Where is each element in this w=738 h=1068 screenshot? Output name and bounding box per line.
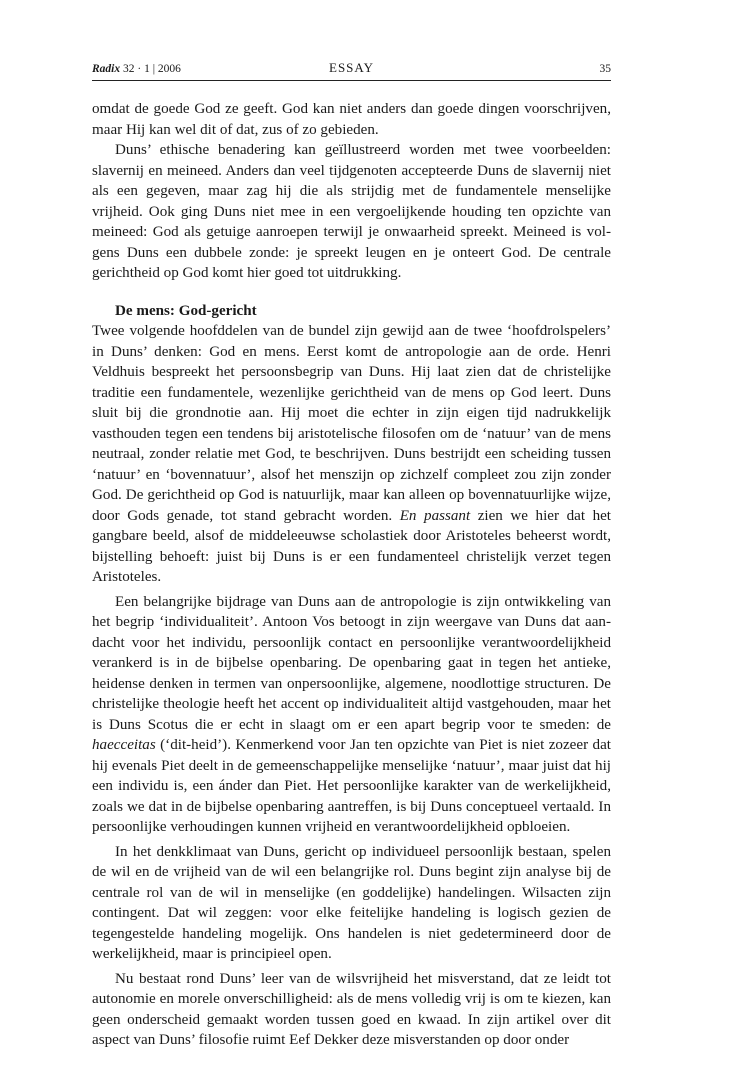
- running-header: [92, 60, 611, 80]
- page-number: 35: [599, 63, 611, 75]
- paragraph-4-italic: haecceitas: [92, 737, 156, 753]
- paragraph-4-text-b: (‘dit-heid’). Kenmerkend voor Jan ten opzichte van Piet is niet zozeer dat hij evenals Piet deelt in de gemeenschappelijke menselijke ‘natuur’, maar juist dat hij een individu is, een ánder dan Piet. Het persoonlijke karakter van de werkelijkheid, zoals we dat in de bijbelse openbaring aantreffen, is bij Duns conceptueel vertaald. In persoonlijke verhoudingen kunnen vrijheid en verantwoordelijkheid opbloeien.: [92, 737, 611, 835]
- section-label: ESSAY: [329, 60, 374, 75]
- article-body: [92, 99, 611, 1051]
- section-heading: De mens: God-gericht: [115, 302, 257, 319]
- paragraph-3-italic: En passant: [399, 507, 471, 524]
- paragraph-3-text-a: Twee volgende hoofddelen van de bundel zijn gewijd aan de twee ‘hoofdrolspelers’ in Duns’ denken: God en mens. Eerst komt de antropologie aan de orde. Henri Veldhuis bespreekt het persoonsbegrip van Duns. Hij laat zien dat de christelijke traditie een fundamentele, wezenlijke gerichtheid van de mens op God leert. Duns sluit bij die grondnotie aan. Hij moet die echter in zijn eigen tijd nadrukkelijk vasthouden tegen een tendens bij aristotelische filosofen om de ‘natuur’ van de mens neutraal, zonder relatie met God, te beschrijven. Duns bestrijdt een scheiding tussen ‘natuur’ en ‘bovennatuur’, alsof het menszijn op zichzelf compleet zou zijn zonder God. De gerichtheid op God is natuurlijk, maar kan alleen op bovennatuurlijke wijze, door Gods genade, tot stand gebracht worden.: [92, 323, 611, 524]
- paragraph-1: omdat de goede God ze geeft. God kan niet anders dan goede dingen voorschrijven, maar Hij kan wel dit of dat, zus of zo gebieden.: [92, 101, 611, 138]
- paragraph-3-text-b: zien we hier dat het gangbare beeld, alsof de middeleeuwse scholastiek door Aristoteles beheerst wordt, bijstelling behoeft: juist bij Duns is er een fundamenteel christelijk verzet tegen Aristoteles.: [92, 507, 612, 585]
- paragraph-2: Duns’ ethische benadering kan geïllustreerd worden met twee voorbeelden: slavernij en meineed. Anders dan veel tijdgenoten accepteerde Duns de slavernij niet als een gegeven, maar zag hij die als strijdig met de fundamentele menselijke vrijheid. Ook ging Duns niet mee in een vergoelijkende houding ten opzichte van meineed: God als getuige aanroepen terwijl je onwaarheid spreekt. Meineed is volgens Duns een dubbele zonde: je spreekt leugen en je onteert God. De centrale gerichtheid op God komt hier goed tot uitdrukking.: [92, 142, 611, 281]
- header-rule: [92, 80, 611, 81]
- paragraph-4: [92, 592, 611, 838]
- paragraph-6: Nu bestaat rond Duns’ leer van de wilsvrijheid het misverstand, dat ze leidt tot autonomie en morele onverschilligheid: als de mens volledig vrij is om te kiezen, kan geen onderscheid gemaakt worden tussen goed en kwaad. In zijn artikel over dit aspect van Duns’ filosofie ruimt Eef Dekker deze misverstanden op door onder: [92, 970, 611, 1048]
- paragraph-3: [92, 321, 611, 588]
- paragraph-4-text-a: Een belangrijke bijdrage van Duns aan de antropologie is zijn ontwikkeling van het begrip ‘individualiteit’. Antoon Vos betoogt in zijn weergave van Duns dat aandacht voor het individu, persoonlijk contact en persoonlijke verantwoordelijkheid verankerd is in de bijbelse openbaring. De openbaring gaat in tegen het antieke, heidense denken in termen van onpersoonlijke, algemene, noodlottige structuren. De christelijke theologie heeft het accent op individualiteit altijd vastgehouden, maar het is Duns Scotus die er echt in slaagt om er een apart begrip voor te smeden: de: [92, 593, 611, 733]
- journal-issue: 32 · 1 | 2006: [123, 63, 181, 75]
- journal-name: Radix: [92, 63, 121, 75]
- paragraph-5: In het denkklimaat van Duns, gericht op individueel persoonlijk bestaan, spelen de wil en de vrijheid van de wil een belangrijke rol. Duns begint zijn analyse bij de centrale rol van de wil in menselijke (en goddelijke) handelingen. Wilsacten zijn contingent. Dat wil zeggen: voor elke feitelijke handeling is logisch gezien de tegengestelde handeling mogelijk. Ons handelen is niet gedetermineerd door de werkelijkheid, maar is principieel open.: [92, 843, 611, 962]
